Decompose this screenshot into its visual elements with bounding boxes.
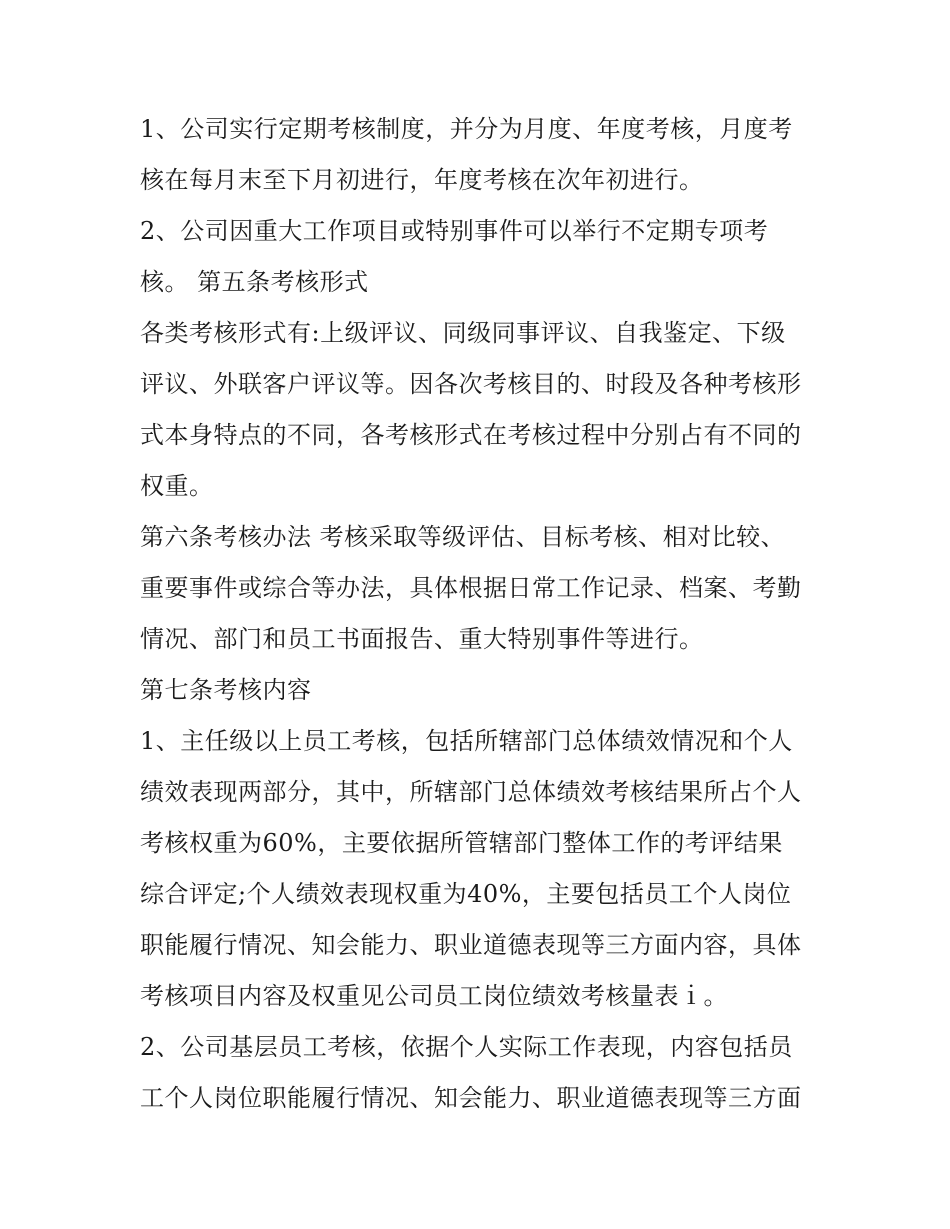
text-line: 职能履行情况、知会能力、职业道德表现等三方面内容，具体 [140, 931, 802, 959]
text-line: 综合评定;个人绩效表现权重为40%，主要包括员工个人岗位 [140, 880, 792, 908]
text-line: 第七条考核内容 [140, 676, 312, 704]
text-line: 工个人岗位职能履行情况、知会能力、职业道德表现等三方面 [140, 1084, 802, 1112]
text-line: 情况、部门和员工书面报告、重大特别事件等进行。 [140, 625, 704, 653]
text-line: 2、公司基层员工考核，依据个人实际工作表现，内容包括员 [140, 1033, 793, 1061]
text-line: 考核权重为60%，主要依据所管辖部门整体工作的考评结果 [140, 829, 783, 857]
text-line: 绩效表现两部分，其中，所辖部门总体绩效考核结果所占个人 [140, 778, 802, 806]
text-line: 权重。 [140, 472, 214, 500]
text-line: 核在每月末至下月初进行，年度考核在次年初进行。 [140, 166, 704, 194]
text-line: 2、公司因重大工作项目或特别事件可以举行不定期专项考 [140, 217, 769, 245]
text-line: 考核项目内容及权重见公司员工岗位绩效考核量表ｉ。 [140, 982, 728, 1010]
document-body [140, 104, 820, 1124]
text-line: 评议、外联客户评议等。因各次考核目的、时段及各种考核形 [140, 370, 802, 398]
text-line: 1、主任级以上员工考核，包括所辖部门总体绩效情况和个人 [140, 727, 793, 755]
text-line: 1、公司实行定期考核制度，并分为月度、年度考核，月度考 [140, 115, 793, 143]
text-line: 重要事件或综合等办法，具体根据日常工作记录、档案、考勤 [140, 574, 802, 602]
text-line: 式本身特点的不同，各考核形式在考核过程中分别占有不同的 [140, 421, 802, 449]
text-line: 各类考核形式有:上级评议、同级同事评议、自我鉴定、下级 [140, 319, 786, 347]
text-line: 核。 第五条考核形式 [140, 268, 369, 296]
text-line: 第六条考核办法 考核采取等级评估、目标考核、相对比较、 [140, 523, 786, 551]
